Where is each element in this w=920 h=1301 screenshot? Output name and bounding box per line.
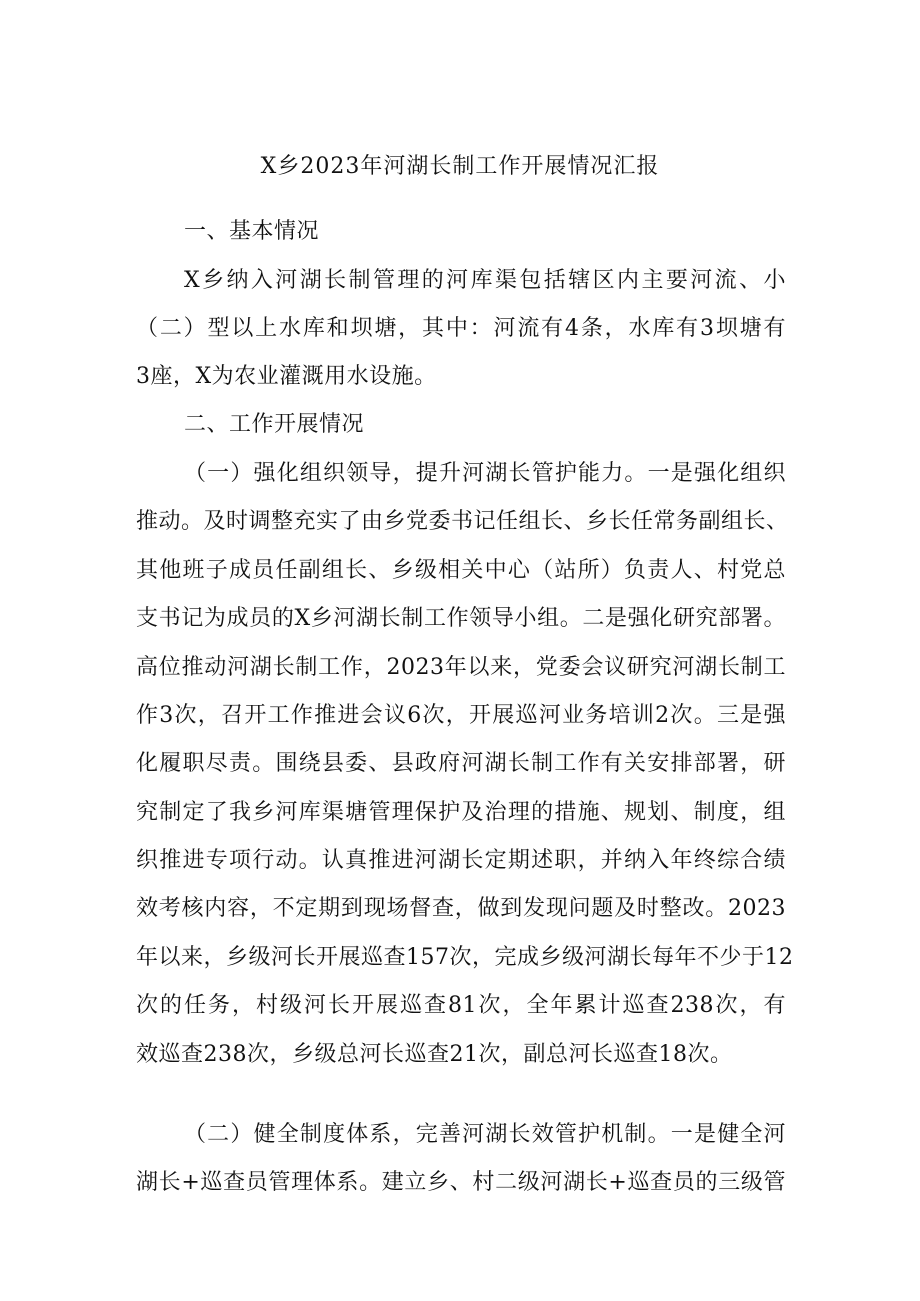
paragraph-line: 推动。及时调整充实了由乡党委书记任组长、乡长任常务副组长、 — [136, 509, 789, 534]
paragraph-line: 究制定了我乡河库渠塘管理保护及治理的措施、规划、制度，组 — [136, 800, 786, 825]
paragraph-line: 织推进专项行动。认真推进河湖长定期述职，并纳入年终综合绩 — [136, 848, 786, 873]
section-heading-basic: 一、基本情况 — [184, 219, 320, 244]
paragraph-line: X乡纳入河湖长制管理的河库渠包括辖区内主要河流、小 — [184, 268, 786, 293]
paragraph-line: 湖长+巡查员管理体系。建立乡、村二级河湖长+巡查员的三级管 — [136, 1170, 786, 1195]
paragraph-line: 效巡查238次，乡级总河长巡查21次，副总河长巡查18次。 — [136, 1042, 733, 1067]
paragraph-line: 其他班子成员任副组长、乡级相关中心（站所）负责人、村党总 — [136, 558, 786, 583]
paragraph-line: 次的任务，村级河长开展巡查81次，全年累计巡查238次，有 — [136, 993, 786, 1018]
paragraph-line: （二）型以上水库和坝塘，其中：河流有4条，水库有3坝塘有 — [136, 316, 786, 341]
section-heading-work: 二、工作开展情况 — [184, 412, 365, 437]
paragraph-line: 3座，X为农业灌溉用水设施。 — [136, 364, 437, 389]
paragraph-line: 作3次，召开工作推进会议6次，开展巡河业务培训2次。三是强 — [136, 703, 786, 728]
document-title: X乡2023年河湖长制工作开展情况汇报 — [260, 154, 660, 179]
paragraph-line: 效考核内容，不定期到现场督查，做到发现问题及时整改。2023 — [136, 896, 786, 921]
paragraph-line: 年以来，乡级河长开展巡查157次，完成乡级河湖长每年不少于12 — [136, 945, 794, 970]
paragraph-line: 高位推动河湖长制工作，2023年以来，党委会议研究河湖长制工 — [136, 655, 786, 680]
paragraph-line: （二）健全制度体系，完善河湖长效管护机制。一是健全河 — [184, 1122, 786, 1147]
paragraph-line: 支书记为成员的X乡河湖长制工作领导小组。二是强化研究部署。 — [136, 606, 786, 631]
paragraph-line: 化履职尽责。围绕县委、县政府河湖长制工作有关安排部署，研 — [136, 751, 786, 776]
paragraph-line: （一）强化组织领导，提升河湖长管护能力。一是强化组织 — [184, 461, 786, 486]
